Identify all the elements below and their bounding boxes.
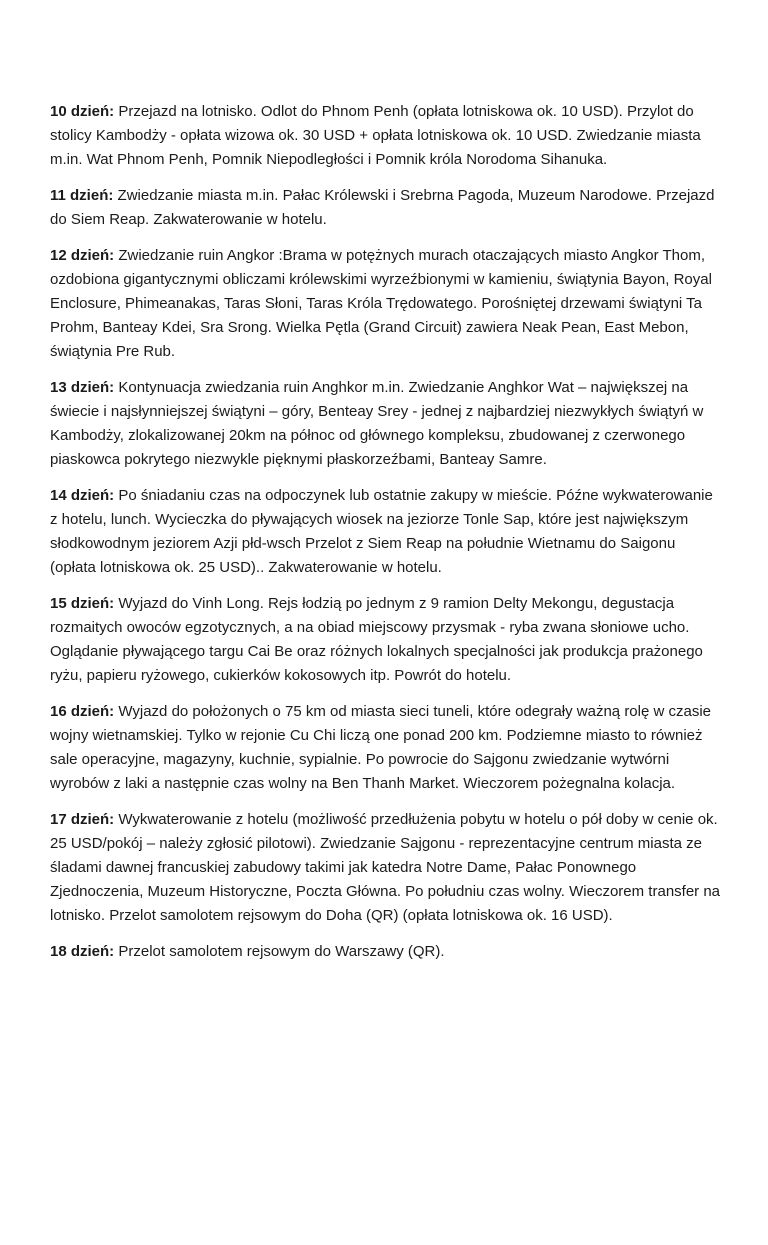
itinerary-paragraph: [50, 808, 720, 928]
day-description: Przejazd na lotnisko. Odlot do Phnom Penh (opłata lotniskowa ok. 10 USD). Przylot do stolicy Kambodży - opłata wizowa ok. 30 USD + opłata lotniskowa ok. 10 USD. Zwiedzanie miasta m.in. Wat Phnom Penh, Pomnik Niepodległości i Pomnik króla Norodoma Sihanuka.: [50, 103, 701, 168]
itinerary-paragraph: [50, 700, 720, 796]
day-label: 11 dzień:: [50, 187, 114, 204]
itinerary-paragraph: [50, 100, 720, 172]
day-description: Po śniadaniu czas na odpoczynek lub ostatnie zakupy w mieście. Późne wykwaterowanie z hotelu, lunch. Wycieczka do pływających wiosek na jeziorze Tonle Sap, które jest największym słodkowodnym jeziorem Azji płd-wsch Przelot z Siem Reap na południe Wietnamu do Saigonu (opłata lotniskowa ok. 25 USD).. Zakwaterowanie w hotelu.: [50, 487, 713, 576]
day-label: 18 dzień:: [50, 943, 115, 960]
day-label: 17 dzień:: [50, 811, 115, 828]
day-label: 16 dzień:: [50, 703, 115, 720]
day-description: Wyjazd do położonych o 75 km od miasta sieci tuneli, które odegrały ważną rolę w czasie wojny wietnamskiej. Tylko w rejonie Cu Chi liczą one ponad 200 km. Podziemne miasto to również sale operacyjne, magazyny, kuchnie, sypialnie. Po powrocie do Sajgonu zwiedzanie wytwórni wyrobów z laki a następnie czas wolny na Ben Thanh Market. Wieczorem pożegnalna kolacja.: [50, 703, 712, 792]
day-description: Zwiedzanie miasta m.in. Pałac Królewski i Srebrna Pagoda, Muzeum Narodowe. Przejazd do Siem Reap. Zakwaterowanie w hotelu.: [50, 187, 715, 228]
itinerary-paragraph: [50, 940, 720, 964]
itinerary-paragraph: [50, 244, 720, 364]
day-description: Wykwaterowanie z hotelu (możliwość przedłużenia pobytu w hotelu o pół doby w cenie ok. 25 USD/pokój – należy zgłosić pilotowi). Zwiedzanie Sajgonu - reprezentacyjne centrum miasta ze śladami dawnej francuskiej zabudowy takimi jak katedra Notre Dame, Pałac Ponownego Zjednoczenia, Muzeum Historyczne, Poczta Główna. Po południu czas wolny. Wieczorem transfer na lotnisko. Przelot samolotem rejsowym do Doha (QR) (opłata lotniskowa ok. 16 USD).: [50, 811, 721, 924]
day-description: Kontynuacja zwiedzania ruin Anghkor m.in. Zwiedzanie Anghkor Wat – największej na świecie i najsłynniejszej świątyni – góry, Benteay Srey - jednej z najbardziej niezwykłych świątyń w Kambodży, zlokalizowanej 20km na północ od głównego kompleksu, zbudowanej z czerwonego piaskowca pokrytego niezwykle pięknymi płaskorzeźbami, Banteay Samre.: [50, 379, 704, 468]
day-label: 15 dzień:: [50, 595, 115, 612]
day-label: 14 dzień:: [50, 487, 115, 504]
itinerary-paragraph: [50, 376, 720, 472]
day-label: 12 dzień:: [50, 247, 115, 264]
day-description: Zwiedzanie ruin Angkor :Brama w potężnych murach otaczających miasto Angkor Thom, ozdobiona gigantycznymi obliczami królewskimi wyrzeźbionymi w kamieniu, świątynia Bayon, Royal Enclosure, Phimeanakas, Taras Słoni, Taras Króla Trędowatego. Porośniętej drzewami świątyni Ta Prohm, Banteay Kdei, Sra Srong. Wielka Pętla (Grand Circuit) zawiera Neak Pean, East Mebon, świątynia Pre Rub.: [50, 247, 712, 360]
itinerary-paragraph-list: [50, 100, 720, 964]
day-description: Przelot samolotem rejsowym do Warszawy (QR).: [118, 943, 445, 960]
day-description: Wyjazd do Vinh Long. Rejs łodzią po jednym z 9 ramion Delty Mekongu, degustacja rozmaitych owoców egzotycznych, a na obiad miejscowy przysmak - ryba zwana słoniowe ucho. Oglądanie pływającego targu Cai Be oraz różnych lokalnych specjalności jak produkcja prażonego ryżu, papieru ryżowego, cukierków kokosowych itp. Powrót do hotelu.: [50, 595, 703, 684]
itinerary-paragraph: [50, 484, 720, 580]
itinerary-paragraph: [50, 184, 720, 232]
day-label: 10 dzień:: [50, 103, 115, 120]
day-label: 13 dzień:: [50, 379, 115, 396]
itinerary-paragraph: [50, 592, 720, 688]
